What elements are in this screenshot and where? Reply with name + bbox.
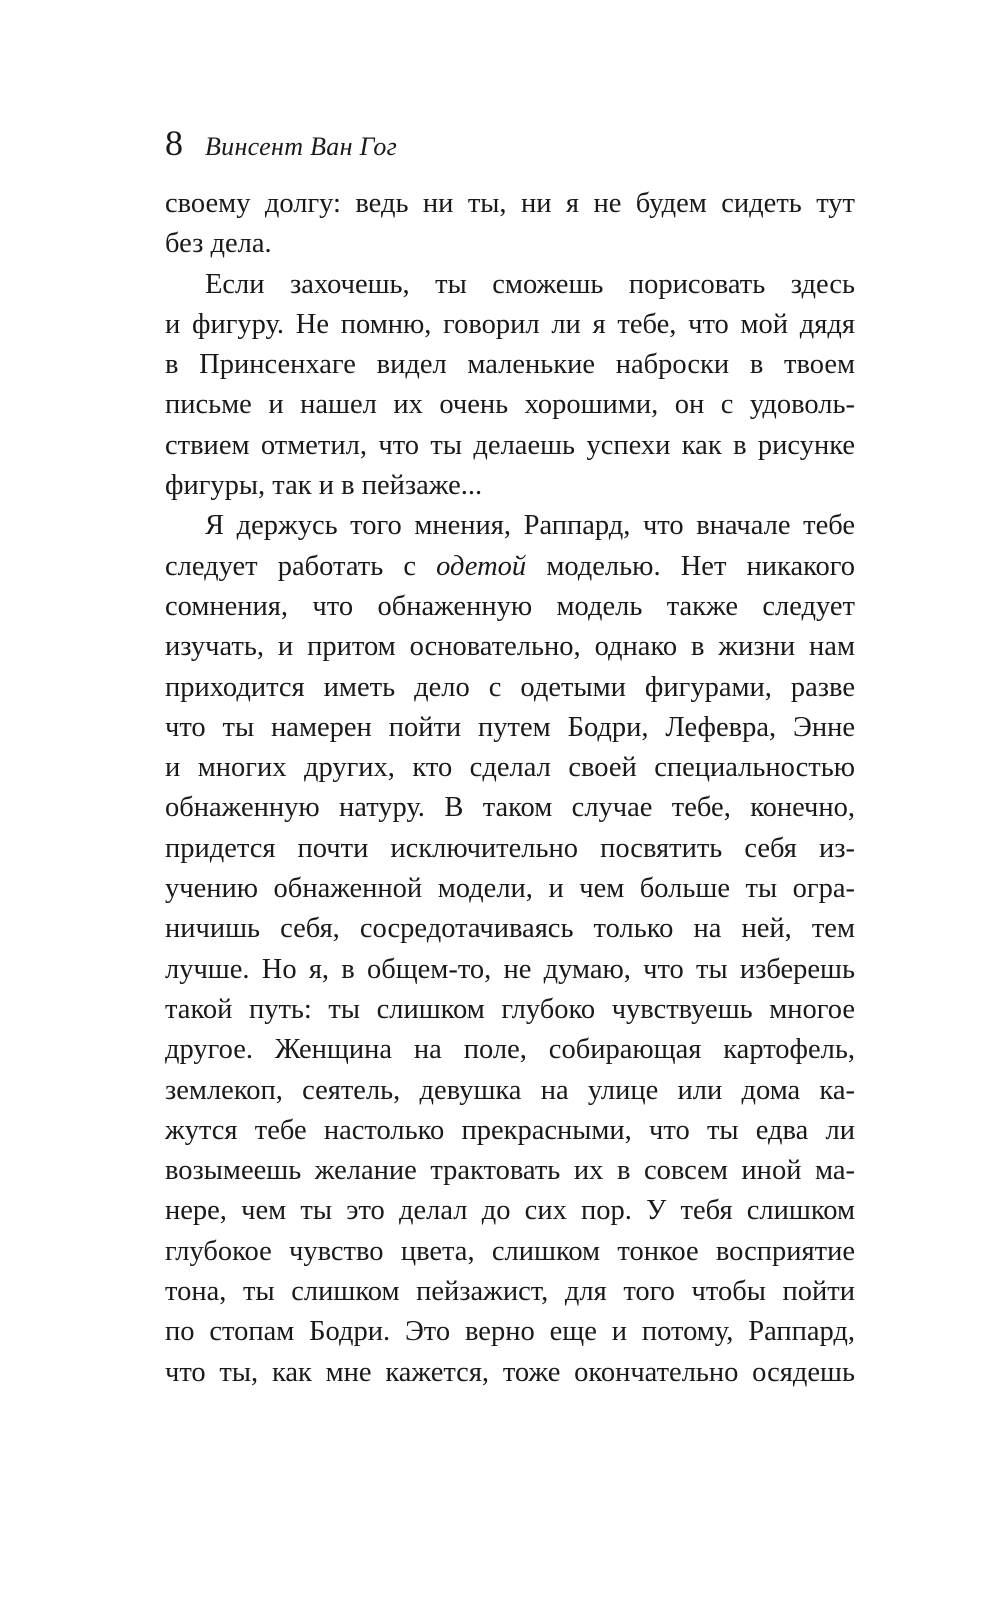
text-line: в Принсенхаге видел маленькие наброски в твоем: [165, 349, 855, 381]
running-header: [165, 118, 397, 168]
text-line: сомнения, что обнаженную модель также следует: [165, 590, 855, 622]
paragraph-first-line: Я держусь того мнения, Раппард, что вначале тебе: [205, 510, 855, 542]
text-line-with-emphasis: [165, 547, 855, 587]
text-line: жутся тебе настолько прекрасными, что ты едва ли: [165, 1114, 855, 1146]
text-line: тона, ты слишком пейзажист, для того чтобы пойти: [165, 1276, 855, 1308]
text-line: ничишь себя, сосредотачиваясь только на ней, тем: [165, 913, 855, 945]
text-line: нере, чем ты это делал до сих пор. У тебя слишком: [165, 1195, 855, 1227]
text-line: что ты, как мне кажется, тоже окончательно осядешь: [165, 1356, 855, 1388]
text-line: без дела.: [165, 228, 272, 260]
body-text: [165, 184, 855, 1393]
text-line: такой путь: ты слишком глубоко чувствуешь многое: [165, 993, 855, 1025]
text-line: возымеешь желание трактовать их в совсем иной ма-: [165, 1155, 855, 1187]
text-segment: моделью. Нет никакого: [526, 550, 856, 582]
text-line: и фигуру. Не помню, говорил ли я тебе, что мой дядя: [165, 308, 855, 340]
text-line: землекоп, сеятель, девушка на улице или дома ка-: [165, 1074, 855, 1106]
text-line: изучать, и притом основательно, однако в жизни нам: [165, 631, 855, 663]
text-line: фигуры, так и в пейзаже...: [165, 470, 483, 502]
text-segment: следует работать с: [165, 550, 437, 582]
text-line: своему долгу: ведь ни ты, ни я не будем сидеть тут: [165, 188, 855, 219]
text-line: что ты намерен пойти путем Бодри, Лефевра, Энне: [165, 711, 855, 743]
text-line: глубокое чувство цвета, слишком тонкое восприятие: [165, 1235, 855, 1267]
text-line: ствием отметил, что ты делаешь успехи как в рисунке: [165, 429, 855, 461]
text-line: письме и нашел их очень хорошими, он с удоволь-: [165, 389, 855, 421]
page-number: 8: [165, 123, 183, 163]
text-line: придется почти исключительно посвятить себя из-: [165, 832, 855, 864]
text-line: приходится иметь дело с одетыми фигурами, разве: [165, 671, 855, 703]
text-line: другое. Женщина на поле, собирающая картофель,: [165, 1034, 855, 1066]
text-line: обнаженную натуру. В таком случае тебе, конечно,: [165, 792, 855, 824]
emphasized-word: одетой: [436, 550, 527, 582]
running-title: Винсент Ван Гог: [205, 132, 398, 161]
paragraph-first-line: Если захочешь, ты сможешь порисовать здесь: [205, 268, 855, 300]
text-line: учению обнаженной модели, и чем больше ты огра-: [165, 873, 855, 905]
text-line: по стопам Бодри. Это верно еще и потому, Раппард,: [165, 1316, 855, 1348]
text-line: и многих других, кто сделал своей специальностью: [165, 752, 855, 784]
text-line: лучше. Но я, в общем-то, не думаю, что ты изберешь: [165, 953, 855, 985]
